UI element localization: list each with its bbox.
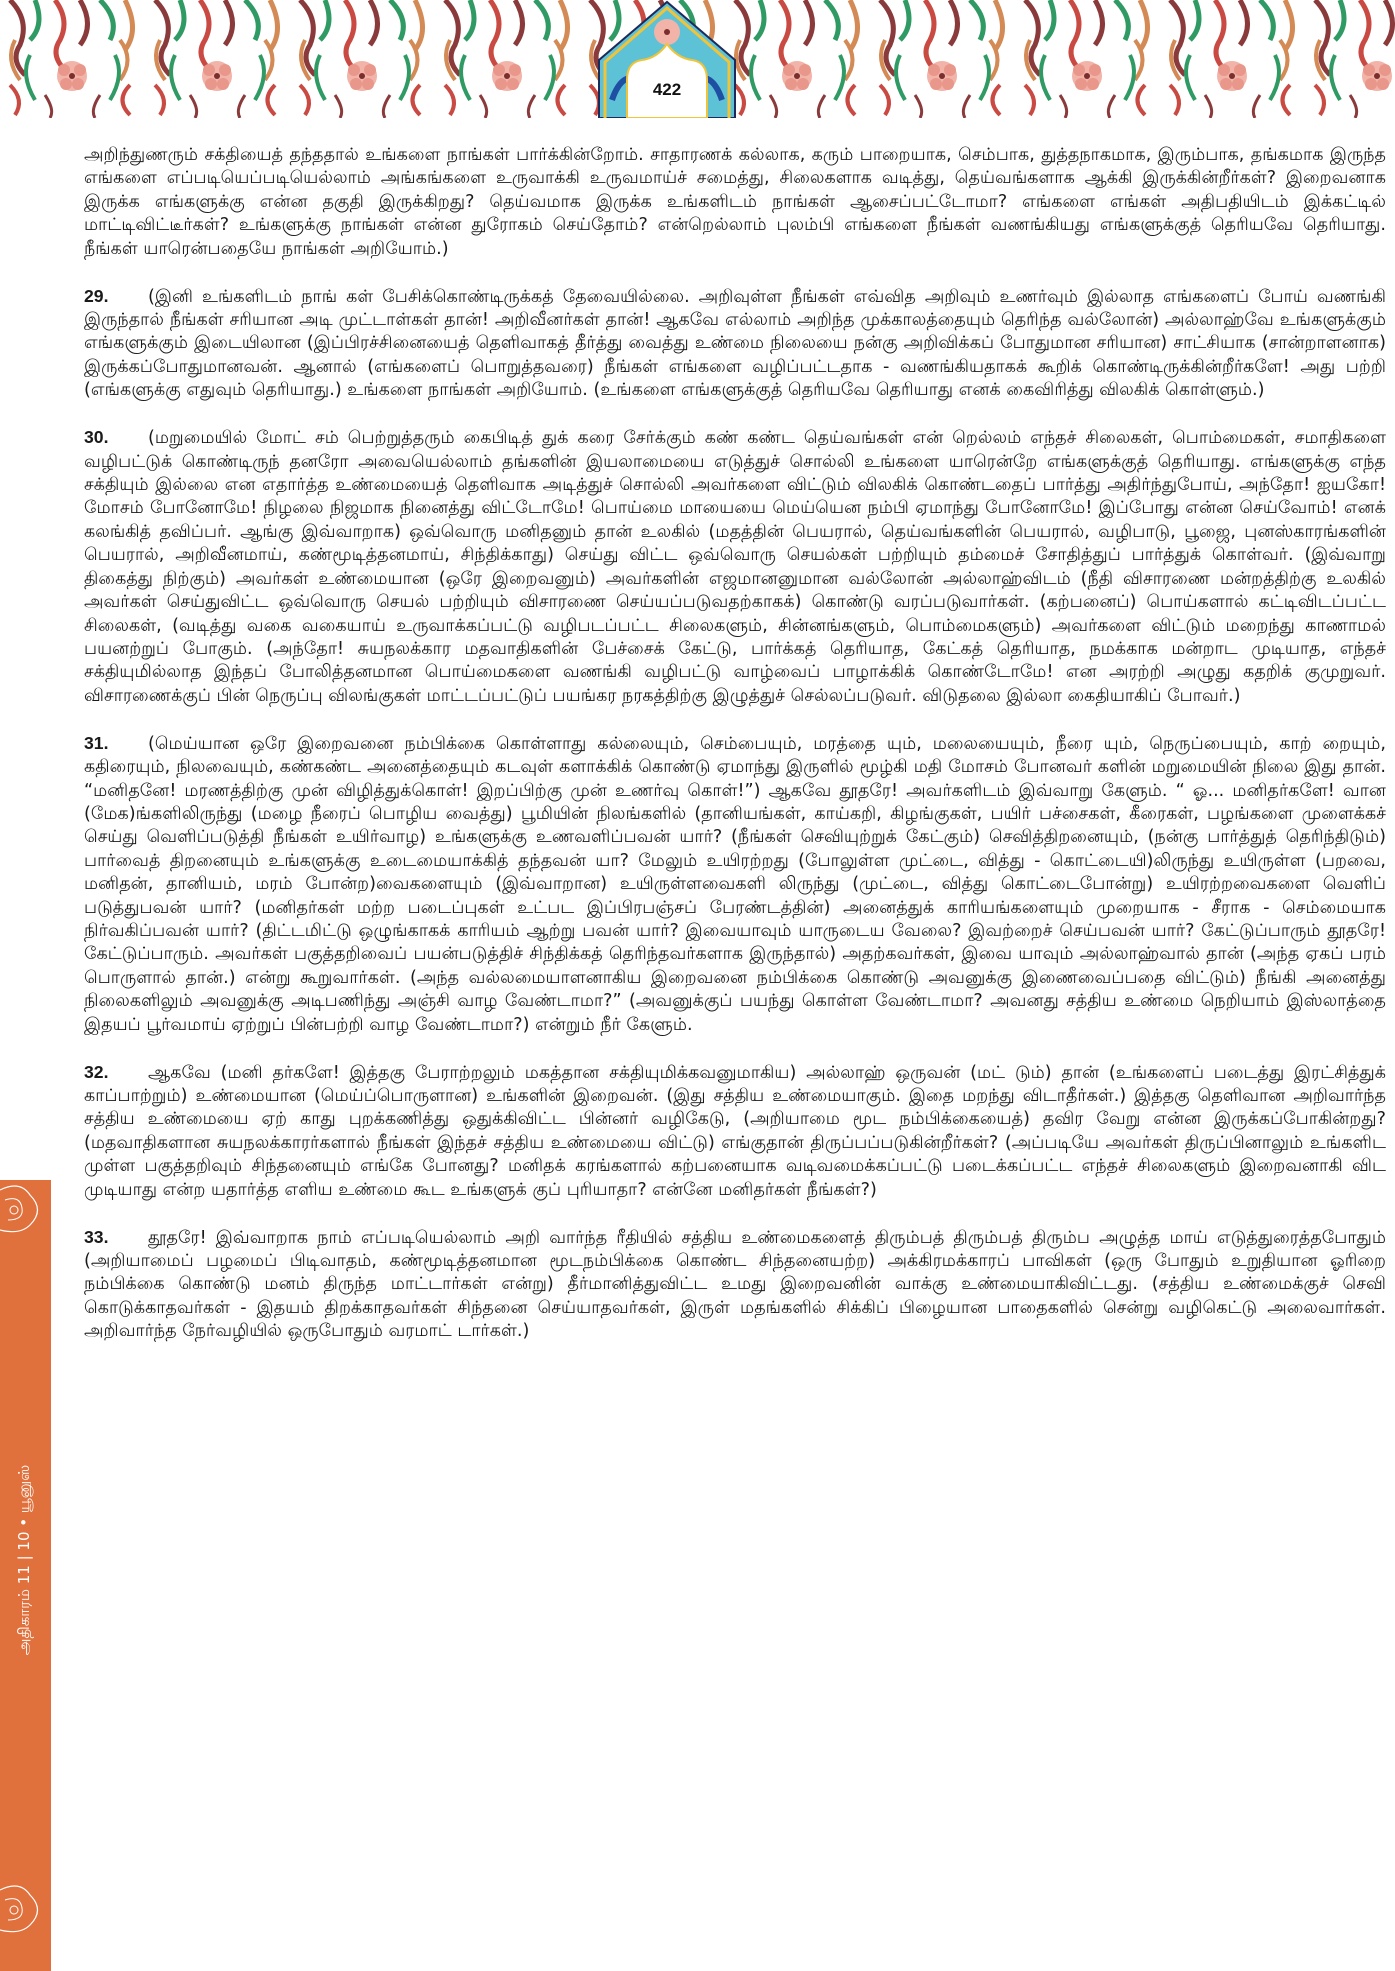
paragraph-continuation bbox=[84, 144, 1386, 261]
verse-30 bbox=[84, 426, 1386, 708]
page-number: 422 bbox=[652, 80, 682, 99]
floral-header-border bbox=[0, 0, 1395, 118]
verse-number: 32. bbox=[84, 1061, 109, 1082]
verse-number: 29. bbox=[84, 285, 109, 306]
paragraph-text: (மெய்யான ஒரே இறைவனை நம்பிக்கை கொள்ளாது கல்லையும், செம்பையும், மரத்தை யும், மலையையும், நீரை யும், நெருப்பையும், காற் றையும், கதிரையும், நிலவையும், கண்கண்ட அனைத்தையும் கடவுள் களாக்கிக் கொண்டு ஏமாந்து இருளில் மூழ்கி மதி மோசம் போனவர் களின் மறுமையின் நிலை இது தான். “மனிதனே! மரணத்திற்கு முன் விழித்துக்கொள்! இறப்பிற்கு முன் உணர்வு கொள்!”) ஆகவே தூதரே! அவர்களிடம் இவ்வாறு கேளும். “ ஓ... மனிதர்களே! வான (மேக)ங்களிலிருந்து (மழை நீரைப் பொழிய வைத்து) பூமியின் நிலங்களில் (தானியங்கள், காய்கறி, கிழங்குகள், பயிர் பச்சைகள், கீரைகள், பழங்களை முளைக்கச் செய்து வெளிப்படுத்தி நீங்கள் உயிர்வாழ) உங்களுக்கு உணவளிப்பவன் யார்? (நீங்கள் செவியுற்றுக் கேட்கும்) செவித்திறனையும், (நன்கு பார்த்துத் தெரிந்திடும்) பார்வைத் திறனையும் உங்களுக்கு உடைமையாக்கித் தந்தவன் யா? மேலும் உயிரற்றது (போலுள்ள முட்டை, வித்து - கொட்டையி)லிருந்து உயிருள்ள (பறவை, மனிதன், தானியம், மரம் போன்ற)வைகளையும் (இவ்வாறான) உயிருள்ளவைகளி லிருந்து (முட்டை, வித்து கொட்டைபோன்று) உயிரற்றவைகளை வெளிப் படுத்துபவன் யார்? (மனிதர்கள் மற்ற படைப்புகள் உட்பட இப்பிரபஞ்சப் பேரண்டத்தின்) அனைத்துக் காரியங்களையும் முறையாக - சீராக - செம்மையாக நிர்வகிப்பவன் யார்? (திட்டமிட்டு ஒழுங்காகக் காரியம் ஆற்று பவன் யார்? இவையாவும் யாருடைய வேலை? இவற்றைச் செய்பவன் யார்? கேட்டுப்பாரும் தூதரே! கேட்டுப்பாரும். அவர்கள் பகுத்தறிவைப் பயன்படுத்திச் சிந்திக்கத் தெரிந்தவர்களாக இருந்தால்) அதற்கவர்கள், இவை யாவும் அல்லாஹ்வால் தான் (அந்த ஏகப் பரம் பொருளால் தான்.) என்று கூறுவார்கள். (அந்த வல்லமையாளனாகிய இறைவனை நம்பிக்கை கொண்டு அவனுக்கு இணைவைப்பதை விட்டும்) நீங்கி அனைத்து நிலைகளிலும் அவனுக்கு அடிபணிந்து அஞ்சி வாழ வேண்டாமா?” (அவனுக்குப் பயந்து கொள்ள வேண்டாமா? அவனது சத்திய உண்மை நெறியாம் இஸ்லாத்தை இதயப் பூர்வமாய் ஏற்றுப் பின்பற்றி வாழ வேண்டாமா?) என்றும் நீர் கேளும். bbox=[84, 733, 1386, 1035]
verse-33 bbox=[84, 1226, 1386, 1344]
paragraph-text: (மறுமையில் மோட் சம் பெற்றுத்தரும் கைபிடித் துக் கரை சேர்க்கும் கண் கண்ட தெய்வங்கள் என் றெல்லம் எந்தச் சிலைகள், பொம்மைகள், சமாதிகளை வழிபட்டுக் கொண்டிருந் தனரோ அவையெல்லாம் தங்களின் இயலாமையை எடுத்துச் சொல்லி உங்களை யாரென்றே எங்களுக்குத் தெரியாது. எங்களுக்கு எந்த சக்தியும் இல்லை என எதார்த்த உண்மையைத் தெளிவாக அடித்துச் சொல்லி அவர்களை விட்டும் விலகிக் கொண்டதைப் பார்த்து அதிர்ந்துபோய், அந்தோ! ஐயகோ! மோசம் போனோமே! நிழலை நிஜமாக நினைத்து விட்டோமே! பொய்மை மாயையை மெய்யென நம்பி ஏமாந்து போனோமே! இப்போது என்ன செய்வோம்! எனக் கலங்கித் தவிப்பர். ஆங்கு இவ்வாறாக) ஒவ்வொரு மனிதனும் தான் உலகில் (மதத்தின் பெயரால், தெய்வங்களின் பெயரால், வழிபாடு, பூஜை, புனஸ்காரங்களின் பெயரால், அறிவீனமாய், கண்மூடித்தனமாய், சிந்திக்காது) செய்து விட்ட ஒவ்வொரு செயல்கள் பற்றியும் தம்மைச் சோதித்துப் பார்த்துக் கொள்வர். (இவ்வாறு திகைத்து நிற்கும்) அவர்கள் உண்மையான (ஒரே இறைவனும்) அவர்களின் எஜமானனுமான வல்லோன் அல்லாஹ்விடம் (நீதி விசாரணை மன்றத்திற்கு உலகில் அவர்கள் செய்துவிட்ட ஒவ்வொரு செயல் பற்றியும் விசாரணை செய்யப்படுவதற்காகக்) கொண்டு வரப்படுவார்கள். (கற்பனைப்) பொய்களால் கட்டிவிடப்பட்ட சிலைகள், (வடித்து வகை வகையாய் உருவாக்கப்பட்டு வழிபடப்பட்ட சிலைகளும், சின்னங்களும், பொம்மைகளும்) அவர்களை விட்டும் மறைந்து காணாமல் பயனற்றுப் போகும். (அந்தோ! சுயநலக்கார மதவாதிகளின் பேச்சைக் கேட்டு, பார்க்கத் தெரியாத, கேட்கத் தெரியாத, நமக்காக மன்றாட முடியாத, எந்தச் சக்தியுமில்லாத இந்தப் போலித்தனமான பொய்மைகளை வணங்கி வழிபட்டு வாழ்வைப் பாழாக்கிக் கொண்டோமே! என அரற்றி அழுது கதறிக் குமுறுவர். விசாரணைக்குப் பின் நெருப்பு விலங்குகள் மாட்டப்பட்டுப் பயங்கர நரகத்திற்கு இழுத்துச் செல்லப்படுவர். விடுதலை இல்லா கைதியாகிப் போவர்.) bbox=[84, 428, 1386, 706]
page-content bbox=[84, 144, 1386, 1367]
page-number-arch-icon bbox=[597, 0, 737, 118]
paragraph-text: தூதரே! இவ்வாறாக நாம் எப்படியெல்லாம் அறி வார்ந்த ரீதியில் சத்திய உண்மைகளைத் திரும்பத் திரும்பத் திரும்ப அழுத்த மாய் எடுத்துரைத்தபோதும் (அறியாமைப் பழமைப் பிடிவாதம், கண்மூடித்தனமான மூடநம்பிக்கை கொண்ட சிந்தனையற்ற) அக்கிரமக்காரப் பாவிகள் (ஒரு போதும் உறுதியான ஓரிறை நம்பிக்கை கொண்டு மனம் திருந்த மாட்டார்கள் என்று) தீர்மானித்துவிட்ட உமது இறைவனின் வாக்கு உண்மையாகிவிட்டது. (சத்திய உண்மைக்குச் செவி கொடுக்காதவர்கள் - இதயம் திறக்காதவர்கள் சிந்தனை செய்யாதவர்கள், இருள் மதங்களில் சிக்கிப் பிழையான பாதைகளில் சென்று வழிகெட்டு அலைவார்கள். அறிவார்ந்த நேர்வழியில் ஒருபோதும் வரமாட் டார்கள்.) bbox=[84, 1227, 1386, 1342]
paragraph-text: (இனி உங்களிடம் நாங் கள் பேசிக்கொண்டிருக்கத் தேவையில்லை. அறிவுள்ள நீங்கள் எவ்வித அறிவும் உணர்வும் இல்லாத எங்களைப் போய் வணங்கி இருந்தால் நீங்கள் சரியான அடி முட்டாள்கள் தான்! அறிவீனர்கள் தான்! ஆகவே எல்லாம் அறிந்த முக்காலத்தையும் தெரிந்த வல்லோன்) அல்லாஹ்வே உங்களுக்கும் எங்களுக்கும் இடையிலான (இப்பிரச்சினையைத் தெளிவாகத் தீர்த்து வைத்து உண்மை நிலையை நன்கு அறிவிக்கப் போதுமான சரியான) சாட்சியாக (சான்றாளனாக) இருக்கப்போதுமானவன். ஆனால் (எங்களைப் பொறுத்தவரை) நீங்கள் எங்களை வழிப்பட்டதாக - வணங்கியதாகக் கூறிக் கொண்டிருக்கின்றீர்களே! அது பற்றி (எங்களுக்கு எதுவும் தெரியாது.) உங்களை நாங்கள் அறியோம். (உங்களை எங்களுக்குத் தெரியவே தெரியாது எனக் கைவிரித்து விலகிக் கொள்ளும்.) bbox=[84, 286, 1386, 401]
chapter-label: அதிகாரம் 11 | 10 • யூனுஸ் bbox=[15, 1464, 33, 1656]
verse-32 bbox=[84, 1061, 1386, 1202]
verse-number: 31. bbox=[84, 732, 109, 753]
verse-number: 33. bbox=[84, 1226, 109, 1247]
verse-29 bbox=[84, 285, 1386, 403]
paragraph-text: ஆகவே (மனி தர்களே! இத்தகு பேராற்றலும் மகத்தான சக்தியுமிக்கவனுமாகிய) அல்லாஹ் ஒருவன் (மட் டும்) தான் (உங்களைப் படைத்து இரட்சித்துக் காப்பாற்றும்) உண்மையான (மெய்ப்பொருளான) உங்களின் இறைவன். (இது சத்திய உண்மையாகும். இதை மறந்து விடாதீர்கள்.) இத்தகு தெளிவான அறிவார்ந்த சத்திய உண்மையை ஏற் காது புறக்கணித்து ஒதுக்கிவிட்ட பின்னர் வழிகேடு, (அறியாமை மூட நம்பிக்கையைத்) தவிர வேறு என்ன இருக்கப்போகின்றது? (மதவாதிகளான சுயநலக்காரர்களால் நீங்கள் இந்தச் சத்திய உண்மையை விட்டு) எங்குதான் திருப்பப்படுகின்றீர்கள்? (அப்படியே அவர்கள் திருப்பினாலும் உங்களிட முள்ள பகுத்தறிவும் சிந்தனையும் எங்கே போனது? மனிதக் கரங்களால் கற்பனையாக வடிவமைக்கப்பட்டு படைக்கப்பட்ட எந்தச் சிலைகளும் இறைவனாகி விட முடியாது என்ற யதார்த்த எளிய உண்மை கூட உங்களுக் குப் புரியாதா? என்னே மனிதர்கள் நீங்கள்?) bbox=[84, 1062, 1386, 1200]
floral-ornament-icon bbox=[0, 1180, 51, 1250]
verse-31 bbox=[84, 732, 1386, 1037]
paragraph-text: அறிந்துணரும் சக்தியைத் தந்ததால் உங்களை நாங்கள் பார்க்கின்றோம். சாதாரணக் கல்லாக, கரும் பாறையாக, செம்பாக, துத்தநாகமாக, இரும்பாக, தங்கமாக இருந்த எங்களை எப்படியெப்படியெல்லாம் அங்கங்களை உருவாக்கி உருவமாய்ச் சமைத்து, சிலைகளாக வடித்து, தெய்வங்களாக ஆக்கி இருக்கின்றீர்கள்? இறைவனாக இருக்க எங்களுக்கு என்ன தகுதி இருக்கிறது? தெய்வமாக இருக்க உங்களிடம் நாங்கள் ஆசைப்பட்டோமா? எங்களை எங்கள் அதிபதியிடம் இக்கட்டில் மாட்டிவிட்டீர்கள்? உங்களுக்கு நாங்கள் என்ன துரோகம் செய்தோம்? என்றெல்லாம் புலம்பி எங்களை நீங்கள் வணங்கியது எங்களுக்குத் தெரியவே தெரியாது. நீங்கள் யாரென்பதையே நாங்கள் அறியோம்.) bbox=[84, 145, 1386, 259]
verse-number: 30. bbox=[84, 427, 109, 448]
floral-ornament-icon bbox=[0, 1880, 51, 1950]
